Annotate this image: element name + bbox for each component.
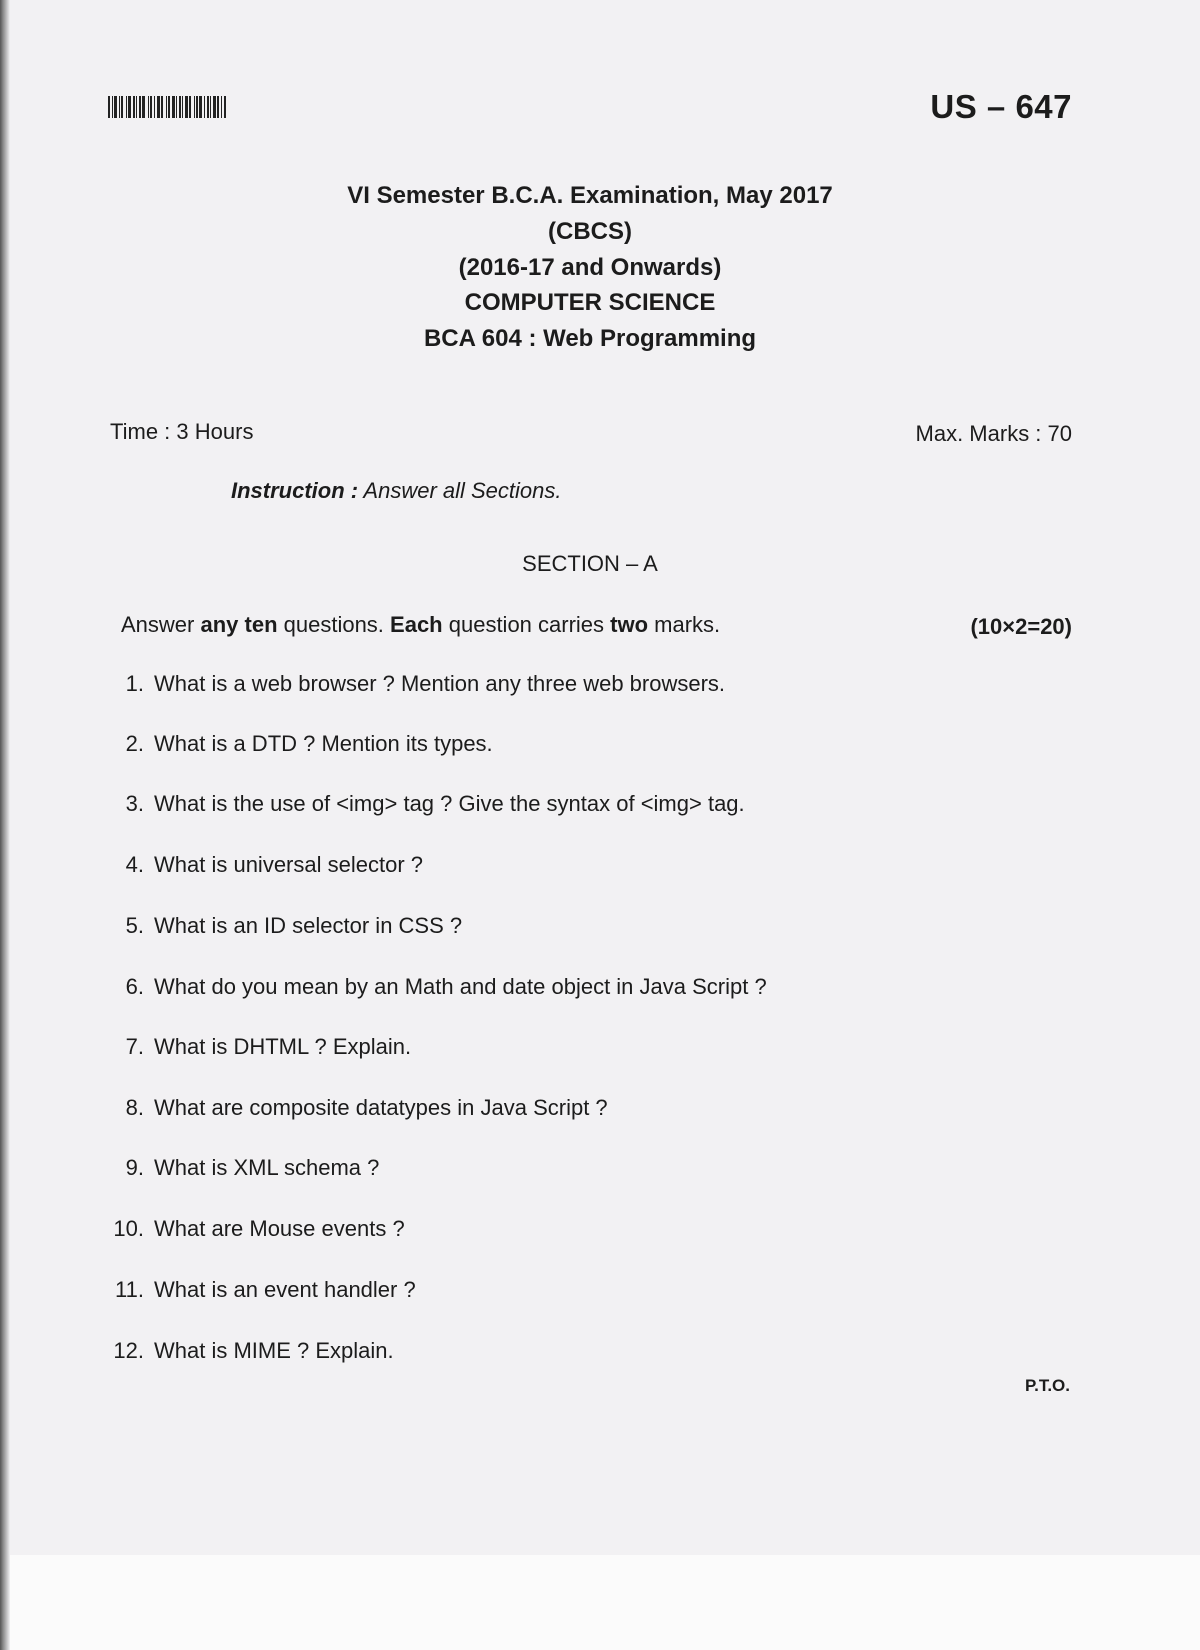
question-number: 7. (125, 1034, 144, 1059)
question-text: What is XML schema ? (154, 1155, 380, 1180)
instruction-label: Instruction : (231, 478, 359, 503)
time-allowed: Time : 3 Hours (110, 419, 254, 444)
question-item (104, 974, 767, 1000)
question-text: What is a web browser ? Mention any three web browsers. (154, 671, 726, 696)
question-text: What is an event handler ? (154, 1277, 416, 1302)
scan-left-edge (0, 0, 10, 1650)
question-text: What is the use of <img> tag ? Give the syntax of <img> tag. (154, 791, 745, 816)
question-number: 5. (125, 913, 144, 938)
section-marks: (10×2=20) (970, 614, 1072, 639)
directions-part: Each (390, 612, 443, 637)
barcode (108, 96, 263, 118)
question-item (104, 1034, 411, 1060)
batch-label: (2016-17 and Onwards) (458, 254, 722, 281)
max-marks: Max. Marks : 70 (915, 421, 1072, 446)
directions-part: questions. (277, 612, 391, 637)
directions-part: question carries (442, 612, 611, 637)
directions-part: marks. (648, 612, 721, 637)
exam-title: VI Semester B.C.A. Examination, May 2017 (347, 182, 833, 209)
paper-code: US – 647 (930, 88, 1072, 125)
question-text: What is MIME ? Explain. (154, 1338, 394, 1363)
directions-part: any ten (200, 612, 278, 637)
instruction-text: Answer all Sections. (363, 478, 562, 503)
scheme-label: (CBCS) (548, 218, 632, 245)
directions-part: two (610, 612, 649, 637)
question-item (104, 1277, 416, 1303)
scan-bottom-band (10, 1555, 1200, 1650)
question-item (104, 852, 423, 878)
question-item (104, 1155, 379, 1181)
question-item (104, 913, 462, 939)
question-number: 12. (113, 1338, 144, 1363)
question-item (104, 791, 745, 817)
section-title: SECTION – A (522, 551, 658, 576)
question-number: 8. (125, 1095, 144, 1120)
question-number: 1. (125, 671, 144, 696)
subject-label: COMPUTER SCIENCE (464, 289, 716, 316)
question-number: 10. (113, 1216, 144, 1241)
question-number: 3. (125, 791, 144, 816)
directions-part: Answer (121, 612, 201, 637)
page-turn-over: P.T.O. (1024, 1376, 1070, 1395)
question-text: What is DHTML ? Explain. (154, 1034, 412, 1059)
question-item (104, 671, 725, 697)
section-directions (121, 612, 720, 638)
question-item (104, 731, 493, 757)
question-text: What is a DTD ? Mention its types. (154, 731, 493, 756)
question-text: What are Mouse events ? (154, 1216, 405, 1241)
question-number: 11. (115, 1277, 144, 1302)
question-text: What are composite datatypes in Java Script ? (154, 1095, 608, 1120)
question-number: 9. (125, 1155, 144, 1180)
question-number: 4. (125, 852, 144, 877)
question-text: What is an ID selector in CSS ? (154, 913, 463, 938)
instruction (231, 478, 562, 504)
paper-title: BCA 604 : Web Programming (423, 325, 757, 352)
question-text: What is universal selector ? (154, 852, 423, 877)
question-number: 2. (125, 731, 144, 756)
question-text: What do you mean by an Math and date object in Java Script ? (154, 974, 767, 999)
question-item (104, 1216, 405, 1242)
question-item (104, 1095, 608, 1121)
question-number: 6. (125, 974, 144, 999)
question-item (104, 1338, 394, 1364)
